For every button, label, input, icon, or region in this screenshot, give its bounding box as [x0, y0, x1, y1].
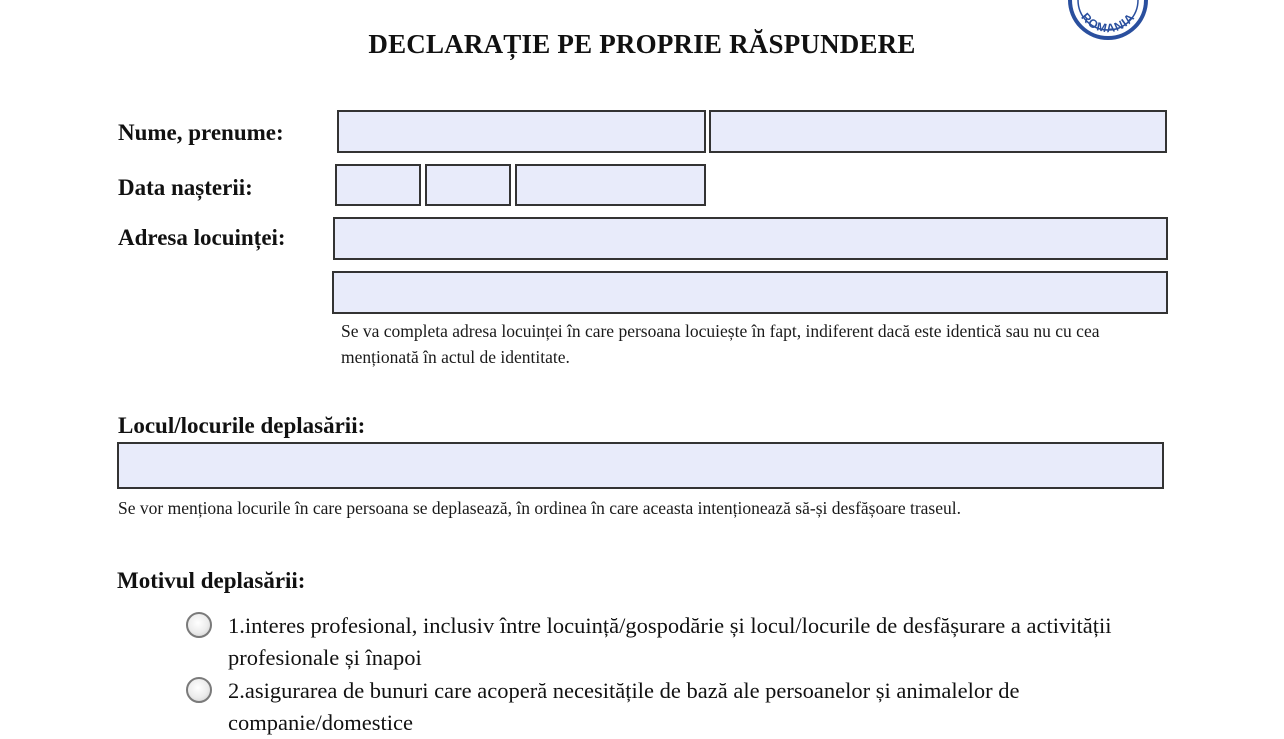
page-title: DECLARAȚIE PE PROPRIE RĂSPUNDERE [368, 29, 916, 59]
birth-date-label: Data nașterii: [118, 175, 253, 200]
government-seal [1066, 0, 1150, 36]
address-label: Adresa locuinței: [118, 225, 286, 250]
places-hint: Se vor menționa locurile în care persoana se deplasează, în ordinea în care aceasta intenționează să-și desfășoare traseul. [118, 498, 961, 518]
reason-radio-button[interactable] [186, 612, 212, 638]
birth-month-input[interactable] [425, 164, 511, 206]
first-name-input[interactable] [709, 110, 1167, 153]
birth-day-input[interactable] [335, 164, 421, 206]
name-label: Nume, prenume: [118, 120, 284, 145]
reason-option[interactable] [186, 610, 1146, 674]
reason-radio-button[interactable] [186, 677, 212, 703]
seal-text: ROMANIA [1078, 10, 1138, 36]
birth-year-input[interactable] [515, 164, 706, 206]
places-input[interactable] [117, 442, 1164, 489]
places-label: Locul/locurile deplasării: [118, 413, 366, 438]
address-hint: Se va completa adresa locuinței în care persoana locuiește în fapt, indiferent dacă este identică sau nu cu cea menționată în actul de identitate. [341, 321, 1100, 367]
address-line2-input[interactable] [332, 271, 1168, 314]
last-name-input[interactable] [337, 110, 706, 153]
reason-option[interactable] [186, 675, 1146, 739]
reason-option-text: 1.interes profesional, inclusiv între locuință/gospodărie și locul/locurile de desfășurare a activității profesionale și înapoi [228, 613, 1112, 670]
reason-option-text: 2.asigurarea de bunuri care acoperă necesitățile de bază ale persoanelor și animalelor de companie/domestice [228, 678, 1020, 735]
reasons-label: Motivul deplasării: [117, 568, 306, 593]
address-line1-input[interactable] [333, 217, 1168, 260]
